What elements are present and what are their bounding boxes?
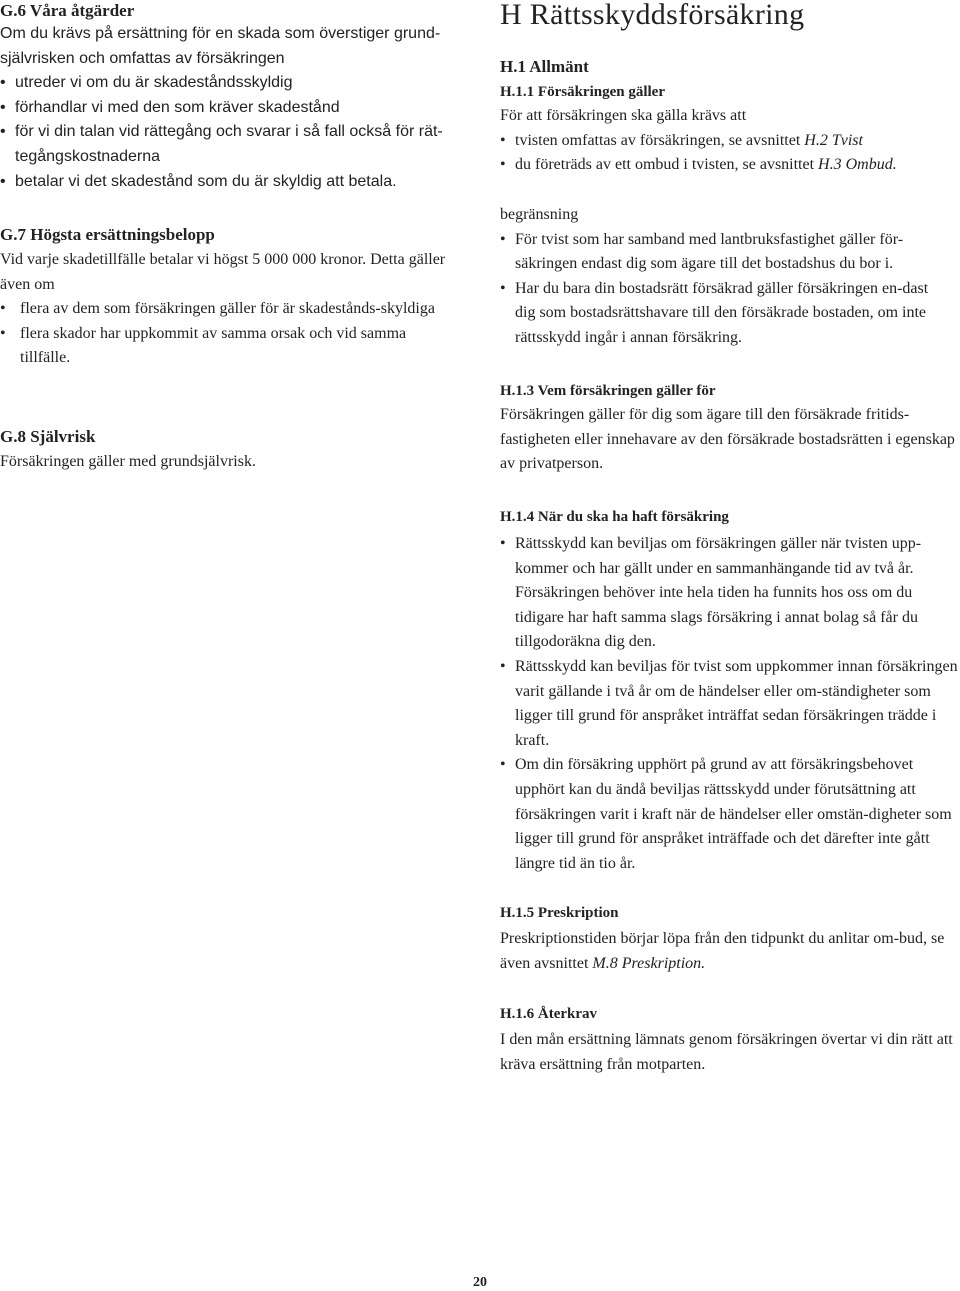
list-item — [0, 120, 455, 169]
section-g6-intro-line1: Om du krävs på ersättning för en skada som överstiger grund- — [0, 25, 441, 42]
list-item — [500, 153, 950, 178]
section-h15 — [500, 903, 950, 976]
section-g6-heading: G.6 Våra åtgärder — [0, 1, 135, 20]
list-item — [500, 277, 950, 351]
section-h15-body-text: Preskriptionstiden börjar löpa från den tidpunkt du anlitar om-bud, se även avsnittet — [500, 930, 945, 972]
section-g8-body: Försäkringen gäller med grundsjälvrisk. — [0, 453, 256, 470]
bullet-icon: • — [0, 123, 6, 141]
section-g7-heading: G.7 Högsta ersättningsbelopp — [0, 225, 215, 244]
section-h1-heading: H.1 Allmänt — [500, 57, 589, 76]
section-h12-heading: begränsning — [500, 206, 579, 223]
section-h16-body: I den mån ersättning lämnats genom försäkringen övertar vi din rätt att kräva ersättning från motparten. — [500, 1031, 953, 1073]
list-item-text: flera skador har uppkommit av samma orsak och vid samma tillfälle. — [20, 324, 407, 367]
bullet-icon: • — [0, 172, 6, 190]
cross-reference-link[interactable]: M.8 Preskription. — [592, 954, 706, 972]
list-item-text: utreder vi om du är skadeståndsskyldig — [15, 74, 293, 92]
section-h15-heading: H.1.5 Preskription — [500, 905, 619, 921]
section-h11-heading: H.1.1 Försäkringen gäller — [500, 84, 665, 100]
bullet-icon: • — [500, 156, 506, 174]
page-number: 20 — [473, 1275, 487, 1290]
list-item-text: Rättsskydd kan beviljas om försäkringen gäller när tvisten upp-kommer och har gällt under en sammanhängande tid av två år. Försäkringen behöver inte hela tiden ha funnits hos oss om du tidigare har haft samma slags försäkring i annat bolag så får du tillgodoräkna dig den. — [515, 535, 922, 651]
section-g7-body: Vid varje skadetillfälle betalar vi högst 5 000 000 kronor. Detta gäller även om — [0, 251, 446, 293]
bullet-icon: • — [500, 657, 506, 675]
section-g6-intro-line2: självrisken och omfattas av försäkringen — [0, 49, 285, 67]
section-h11 — [500, 82, 950, 178]
cross-reference-link[interactable]: H.2 Tvist — [804, 131, 863, 149]
section-h12-bullets — [500, 228, 950, 351]
bullet-icon: • — [500, 230, 506, 248]
list-item — [500, 129, 950, 154]
list-item — [500, 655, 960, 753]
section-h14-heading: H.1.4 När du ska ha haft försäkring — [500, 509, 729, 525]
list-item — [0, 170, 470, 195]
section-h13 — [500, 381, 955, 477]
section-g6 — [0, 0, 470, 194]
list-item — [0, 322, 450, 371]
bullet-icon: • — [0, 324, 6, 342]
list-item-text: Om din försäkring upphört på grund av att försäkringsbehovet upphört kan du ändå beviljas rättsskydd under förutsättning att försäkringen varit i kraft när de händelser eller omstän-digheter som ligger till grund för anspråket inträffade och det därefter inte gått längre tid än tio år. — [515, 756, 952, 872]
list-item-text: förhandlar vi med den som kräver skadestånd — [15, 98, 340, 116]
section-h14-bullets — [500, 532, 960, 876]
section-h12 — [500, 203, 950, 351]
bullet-icon: • — [0, 74, 6, 92]
bullet-icon: • — [0, 98, 6, 116]
list-item — [500, 753, 960, 876]
list-item — [0, 96, 470, 121]
section-h16 — [500, 1004, 955, 1077]
section-g6-intro — [0, 22, 470, 71]
chapter-title: H Rättsskyddsförsäkring — [500, 0, 805, 31]
section-h11-bullets — [500, 129, 950, 178]
bullet-icon: • — [500, 279, 506, 297]
bullet-icon: • — [0, 300, 6, 318]
section-h15-body — [500, 927, 950, 976]
section-g8-heading: G.8 Självrisk — [0, 427, 96, 446]
bullet-icon: • — [500, 535, 506, 552]
bullet-icon: • — [500, 131, 506, 149]
list-item-text: du företräds av ett ombud i tvisten, se avsnittet — [515, 156, 819, 174]
list-item-text: flera av dem som försäkringen gäller för är skadestånds-skyldiga — [20, 300, 435, 318]
section-h16-heading: H.1.6 Återkrav — [500, 1006, 598, 1022]
section-g7-bullets — [0, 297, 450, 371]
section-g7 — [0, 224, 450, 371]
list-item — [500, 532, 960, 655]
list-item — [0, 71, 470, 96]
list-item-text: Har du bara din bostadsrätt försäkrad gäller försäkringen en-dast dig som bostadsrättshavare till den försäkrade bostaden, om inte rättsskydd ingår i annan försäkring. — [515, 279, 929, 346]
list-item — [0, 297, 450, 322]
section-h11-body: För att försäkringen ska gälla krävs att — [500, 107, 747, 124]
cross-reference-link[interactable]: H.3 Ombud. — [818, 156, 897, 174]
section-h13-body: Försäkringen gäller för dig som ägare till den försäkrade fritids-fastigheten eller innehavare av den försäkrade bostadsrätten i egenskap av privatperson. — [500, 406, 955, 473]
bullet-icon: • — [500, 756, 506, 774]
list-item-text: Rättsskydd kan beviljas för tvist som uppkommer innan försäkringen varit gällande i två år om de händelser eller om-ständigheter som ligger till grund för anspråket inträffat sedan försäkringen trädde i kraft. — [515, 657, 958, 749]
section-g8 — [0, 426, 460, 475]
list-item-text: betalar vi det skadestånd som du är skyldig att betala. — [15, 172, 397, 190]
section-g6-bullets — [0, 71, 470, 194]
section-h14 — [500, 507, 960, 876]
list-item — [500, 228, 950, 277]
section-h13-heading: H.1.3 Vem försäkringen gäller för — [500, 383, 716, 399]
list-item-text: för vi din talan vid rättegång och svarar i så fall också för rät-tegångskostnaderna — [15, 123, 443, 165]
list-item-text: tvisten omfattas av försäkringen, se avsnittet — [515, 131, 805, 149]
list-item-text: För tvist som har samband med lantbruksfastighet gäller för-säkringen endast dig som ägare till det bostadshus du bor i. — [515, 230, 904, 273]
